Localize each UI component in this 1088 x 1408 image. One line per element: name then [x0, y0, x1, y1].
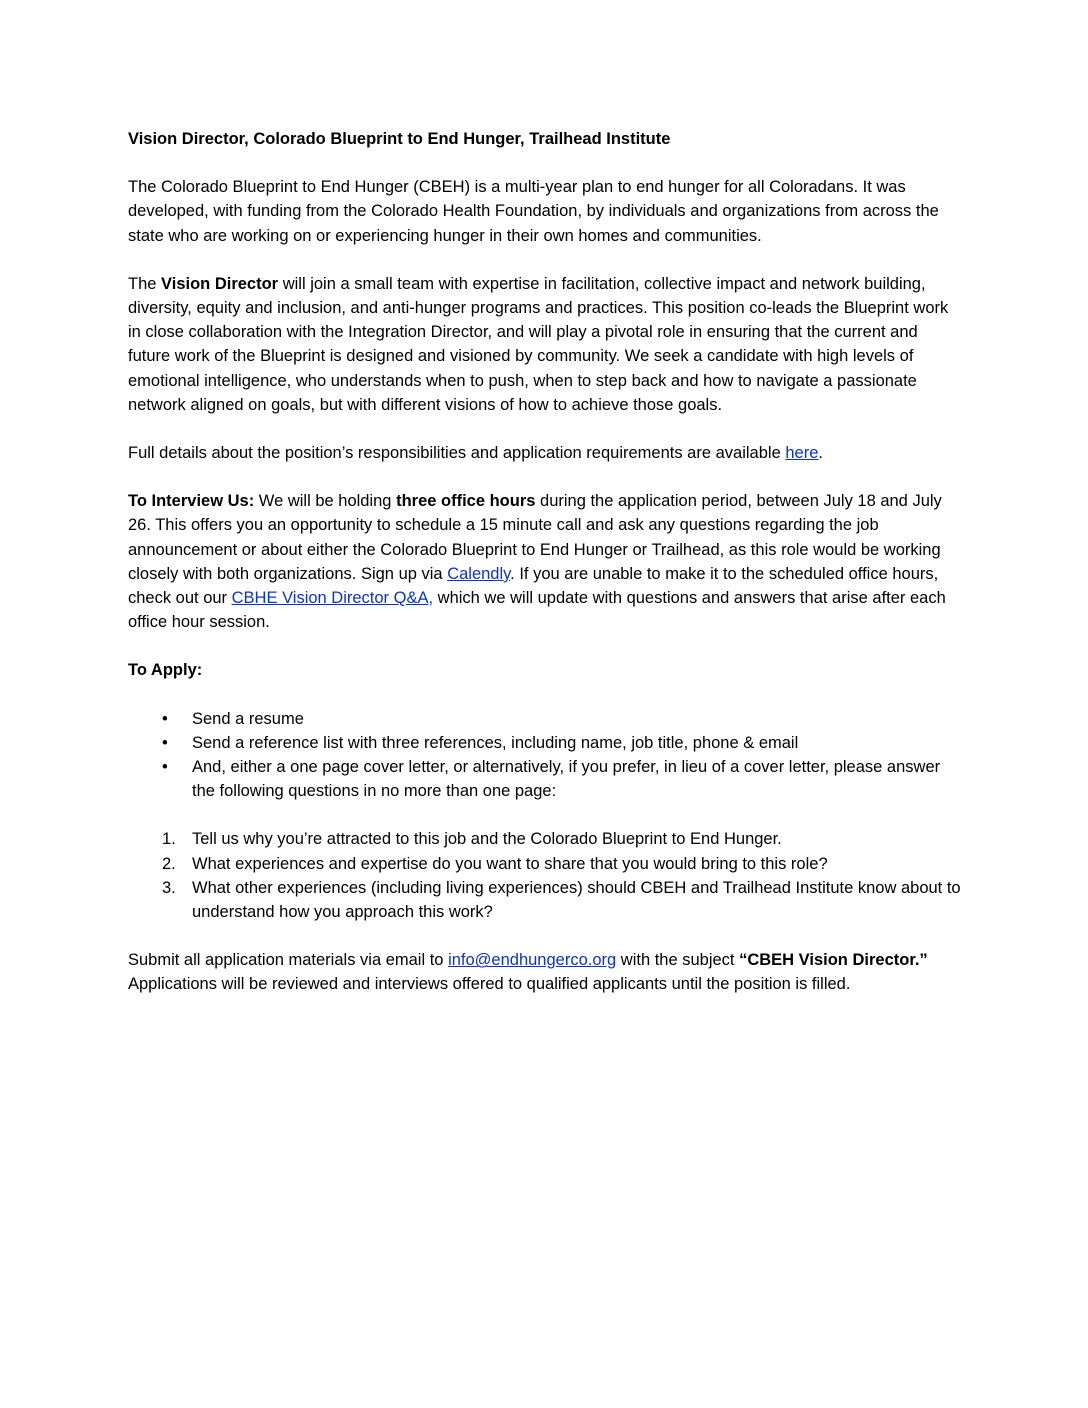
document-page	[128, 127, 963, 1021]
submit-text-3: Applications will be reviewed and interviews offered to qualified applicants until the position is filled.	[128, 975, 851, 994]
bullet-icon: •	[162, 733, 168, 752]
qa-link[interactable]: CBHE Vision Director Q&A,	[231, 589, 434, 608]
subject-bold: “CBEH Vision Director.”	[739, 951, 928, 970]
role-paragraph	[128, 272, 963, 417]
submit-text-2: with the subject	[616, 951, 740, 970]
here-link[interactable]: here	[785, 444, 819, 463]
list-item	[128, 707, 963, 731]
bullet-icon: •	[162, 709, 168, 728]
interview-text-3: . If you are unable to make it to the scheduled office hours, check out our	[128, 564, 939, 608]
interview-text-1: We will be holding	[254, 492, 397, 511]
question-list	[128, 827, 963, 924]
bullet-text: And, either a one page cover letter, or alternatively, if you prefer, in lieu of a cover letter, please answer the following questions in no more than one page:	[192, 758, 941, 801]
office-hours-bold: three office hours	[396, 492, 536, 511]
role-description-text: will join a small team with expertise in facilitation, collective impact and network building, diversity, equity and inclusion, and anti-hunger programs and practices. This position co-leads the Blueprint work in close collaboration with the Integration Director, and will play a pivotal role in ensuring that the current and future work of the Blueprint is designed and visioned by community. We seek a candidate with high levels of emotional intelligence, who understands when to push, when to step back and how to navigate a passionate network aligned on goals, but with different visions of how to achieve those goals.	[128, 274, 949, 414]
apply-bullet-list	[128, 707, 963, 804]
interview-label: To Interview Us:	[128, 492, 255, 511]
bullet-text: Send a reference list with three references, including name, job title, phone & email	[192, 733, 799, 752]
submit-paragraph	[128, 948, 963, 996]
bullet-icon: •	[162, 758, 168, 777]
details-text: Full details about the position’s responsibilities and application requirements are available	[128, 444, 786, 463]
question-text: What experiences and expertise do you want to share that you would bring to this role?	[192, 854, 828, 873]
bullet-text: Send a resume	[192, 709, 304, 728]
question-number: 2.	[162, 854, 176, 873]
interview-text-2: during the application period, between July 18 and July 26. This offers you an opportunity to schedule a 15 minute call and ask any questions regarding the job announcement or about either the Colorado Blueprint to End Hunger or Trailhead, as this role would be working closely with both organizations. Sign up via	[128, 492, 942, 583]
list-item	[128, 852, 963, 876]
question-text: What other experiences (including living experiences) should CBEH and Trailhead Institute know about to understand how you approach this work?	[192, 878, 961, 922]
question-number: 3.	[162, 878, 176, 897]
list-item	[128, 755, 963, 803]
document-title: Vision Director, Colorado Blueprint to End Hunger, Trailhead Institute	[128, 130, 671, 148]
submit-text-1: Submit all application materials via email to	[128, 951, 449, 970]
details-paragraph	[128, 441, 963, 465]
list-item	[128, 827, 963, 851]
apply-heading: To Apply:	[128, 661, 203, 680]
list-item	[128, 876, 963, 924]
calendly-link[interactable]: Calendly	[447, 564, 511, 583]
question-number: 1.	[162, 830, 176, 849]
role-title-bold: Vision Director	[161, 274, 279, 293]
details-end: .	[818, 444, 823, 463]
interview-paragraph	[128, 489, 963, 634]
email-link[interactable]: info@endhungerco.org	[448, 951, 617, 970]
list-item	[128, 731, 963, 755]
question-text: Tell us why you’re attracted to this job and the Colorado Blueprint to End Hunger.	[192, 830, 782, 849]
role-lead-text: The	[128, 274, 162, 293]
interview-text-4: which we will update with questions and answers that arise after each office hour session.	[128, 589, 946, 632]
intro-paragraph: The Colorado Blueprint to End Hunger (CBEH) is a multi-year plan to end hunger for all Coloradans. It was developed, with funding from the Colorado Health Foundation, by individuals and organizations from across the state who are working on or experiencing hunger in their own homes and communities.	[128, 178, 939, 245]
